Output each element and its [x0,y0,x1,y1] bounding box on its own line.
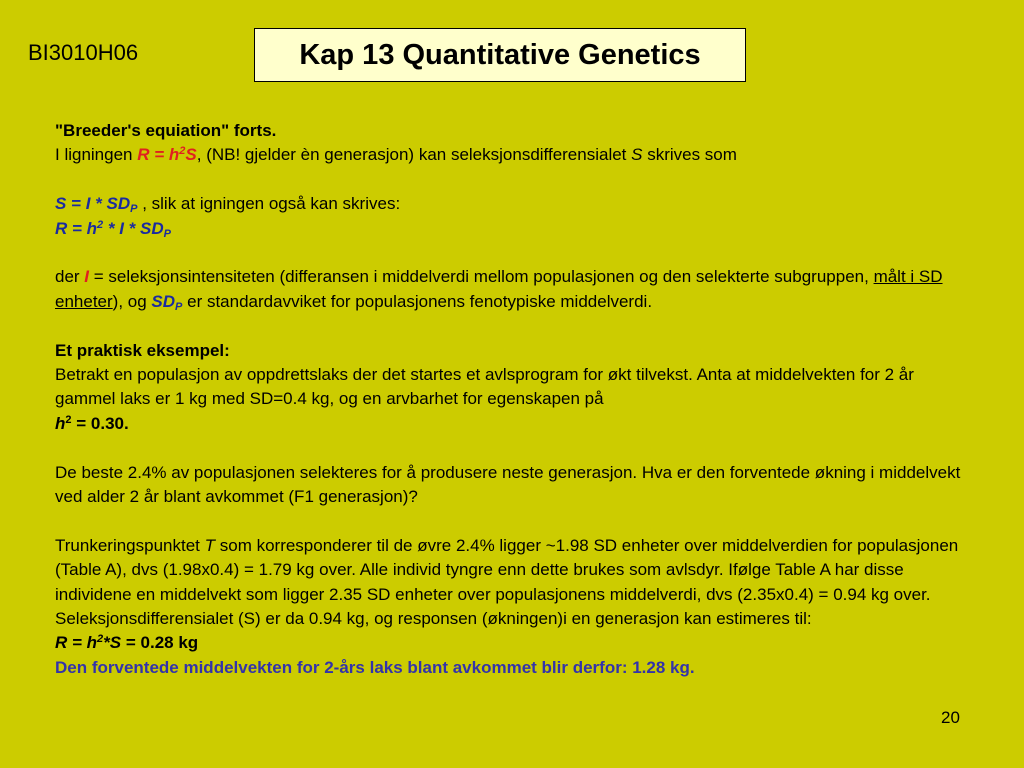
def-sd-symbol [151,292,182,311]
result-r-b: *S [103,633,122,653]
formula-r-eq-sup: 2 [179,145,186,158]
slide-content [55,119,975,680]
formula-r-eq-b: S [185,145,197,165]
equation-r-sub: P [163,227,171,240]
course-code: BI3010H06 [28,40,139,65]
intro-text-c: skrives som [642,145,737,165]
intro-line [55,143,975,167]
h-sup: 2 [65,413,72,426]
example-heading: Et praktisk eksempel: [55,340,230,360]
result-formula [55,631,975,655]
page-number: 20 [941,708,960,727]
result-value: = 0.28 kg [121,633,199,653]
definition-paragraph [55,265,975,314]
trunc-t-symbol: T [204,535,216,555]
example-text: Betrakt en populasjon av oppdrettslaks der det startes et avlsprogram for økt tilvekst. Anta at middelvekten for 2 år gammel laks er 1 kg med SD=0.4 kg, og en arvbarhet for egenskapen på [55,365,914,409]
conclusion: Den forventede middelvekten for 2-års laks blant avkommet blir derfor: 1.28 kg. [55,657,695,677]
result-r [55,633,121,652]
equation-s-comma: , [137,194,147,214]
equation-s-sub: P [130,203,138,216]
h-value: = 0.30. [71,413,129,433]
equation-s [55,192,975,216]
intro-text-b: , (NB! gjelder èn generasjon) kan seleksjonsdifferensialet [196,145,632,165]
question-paragraph: De beste 2.4% av populasjonen selekteres for å produsere neste generasjon. Hva er den forventede økning i middelvekt ved alder 2 år blant avkommet (F1 generasjon)? [55,462,961,507]
intro-s-symbol: S [631,145,643,165]
def-text-c: ), og [112,291,152,311]
def-underlined: målt i SD enheter [55,267,943,311]
formula-r-eq-a: R = h [137,145,180,165]
equation-r [55,217,975,241]
heritability-value [55,412,975,436]
formula-r-eq [137,145,197,164]
def-text-a: der [55,267,85,287]
equation-r-sup: 2 [97,218,104,231]
slide-title: Kap 13 Quantitative Genetics [254,28,746,82]
truncation-paragraph [55,534,975,632]
section-heading: "Breeder's equiation" forts. [55,121,277,140]
equation-s-lhs: S = I * SD [55,194,131,214]
h-symbol: h [55,413,66,433]
def-sd: SD [151,291,176,311]
def-text-d: er standardavviket for populasjonens fenotypiske middelverdi. [182,291,653,311]
equation-r-b: * I * SD [103,218,164,238]
equation-s-formula [55,194,138,216]
trunc-text-b: som korresponderer til de øvre 2.4% ligger ~1.98 SD enheter over middelverdien for populasjonen (Table A), dvs (1.98x0.4) = 1.79 kg over. Alle individ tyngre enn dette brukes som avlsdyr. Ifølge Table A har disse individene en middelvekt som ligger 2.35 SD enheter over populasjonens middelverdi, dvs (2.35x0.4) = 0.94 kg over. Seleksjonsdifferensialet (S) er da 0.94 kg, og responsen (økningen)i en generasjon kan estimeres til: [55,535,959,629]
def-text-b: = seleksjonsintensiteten (differansen i middelverdi mellom populasjonen og den selekterte subgruppen, [89,267,874,287]
result-r-a: R = h [55,633,98,653]
def-i-symbol: I [84,267,90,287]
intro-text-a: I ligningen [55,145,138,165]
equation-r-a: R = h [55,218,98,238]
trunc-text-a: Trunkeringspunktet [55,535,205,555]
def-sd-sub: P [175,300,183,313]
result-sup: 2 [97,633,104,646]
equation-s-tail: slik at igningen også kan skrives: [146,194,401,214]
